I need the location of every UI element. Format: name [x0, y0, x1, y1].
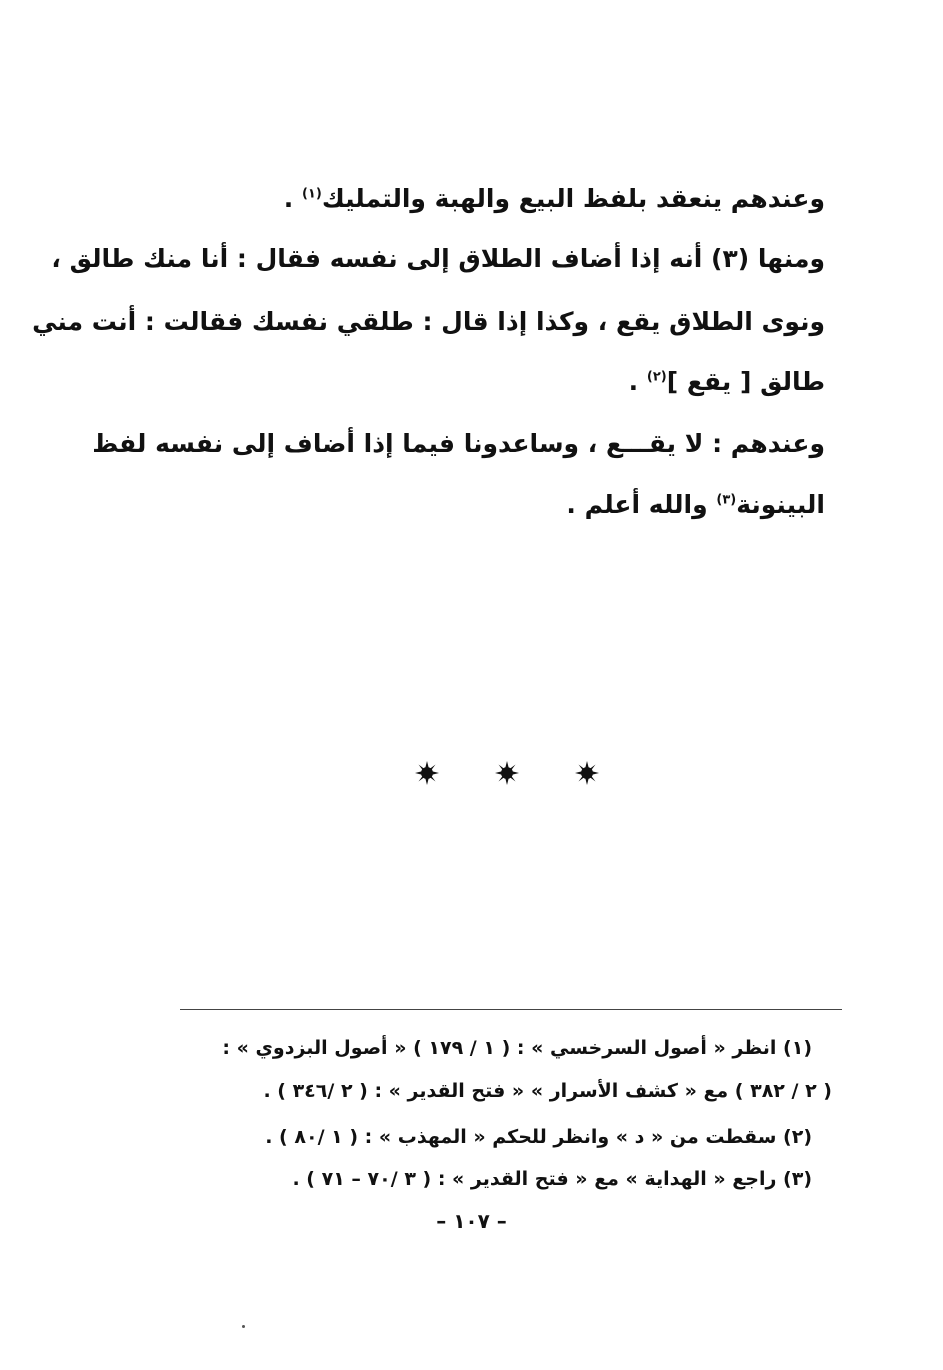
paragraph-2-line-1 [51, 243, 825, 275]
paragraph-2-line-2 [32, 306, 825, 338]
paragraph-3-end: والله أعلم . [566, 490, 717, 519]
footnote-2-text: (٢) سقطت من « د » وانظر للحكم « المهذب » : ( ١ /٨٠ ) . [265, 1126, 812, 1148]
footnote-ref-3: (٣) [716, 492, 737, 508]
paragraph-2-line-2-text: ونوى الطلاق يقع ، وكذا إذا قال : طلقي نفسك فقالت : أنت مني [32, 307, 825, 336]
footnote-ref-2: (٢) [646, 369, 667, 385]
rosette-asterisk-icon [494, 760, 520, 786]
rosette-asterisk-icon [414, 760, 440, 786]
footnote-3 [180, 1166, 812, 1192]
rosette-asterisk-icon [574, 760, 600, 786]
scan-speck [242, 1325, 245, 1328]
footnote-1-line-2-text: ( ٢ / ٣٨٢ ) مع « كشف الأسرار » « فتح القدير » : ( ٢ /٣٤٦ ) . [263, 1080, 832, 1102]
footnote-3-text: (٣) راجع « الهداية » مع « فتح القدير » : ( ٣ /٧٠ – ٧١ ) . [292, 1168, 812, 1190]
footnote-2 [180, 1124, 812, 1150]
page-number: – ١٠٧ – [436, 1209, 507, 1233]
paragraph-3-line-2 [180, 489, 825, 521]
footnote-divider [180, 1009, 842, 1010]
paragraph-1-text: وعندهم ينعقد بلفظ البيع والهبة والتمليك [321, 184, 825, 213]
paragraph-3-line-1-text: وعندهم : لا يقـــع ، وساعدونا فيما إذا أضاف إلى نفسه لفظ [92, 429, 825, 458]
footnote-1-line-1-text: (١) انظر « أصول السرخسي » : ( ١ / ١٧٩ ) « أصول البزدوي » : [222, 1037, 812, 1059]
paragraph-3-line-2-text: البينونة [736, 490, 825, 519]
paragraph-2-end: . [628, 367, 647, 396]
footnote-1-line-1 [180, 1035, 812, 1061]
paragraph-2-line-3-text: طالق [ يقع ] [666, 367, 825, 396]
paragraph-1-line-1 [180, 183, 825, 215]
footnote-1-line-2 [200, 1078, 832, 1104]
paragraph-1-end: . [283, 184, 302, 213]
paragraph-2-line-1-text: ومنها (٣) أنه إذا أضاف الطلاق إلى نفسه فقال : أنا منك طالق ، [51, 244, 825, 273]
paragraph-3-line-1 [92, 428, 825, 460]
ornament-separator [0, 760, 943, 790]
footnote-ref-1: (١) [301, 186, 322, 202]
paragraph-2-line-3 [180, 366, 825, 398]
